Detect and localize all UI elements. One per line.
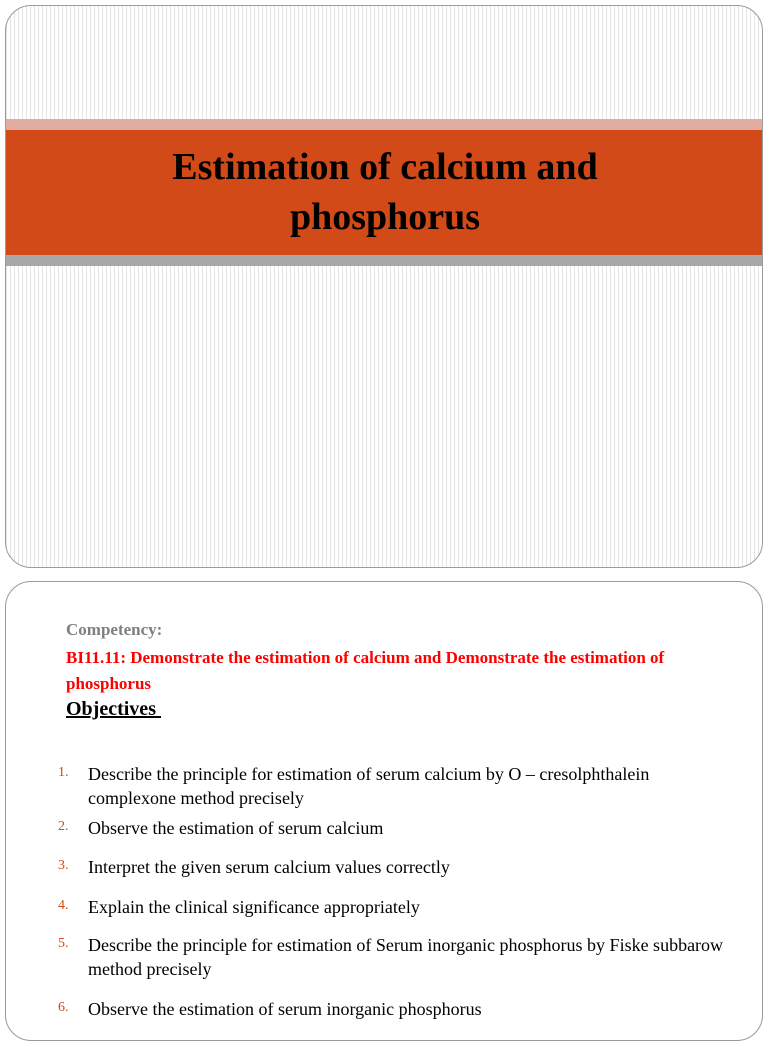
list-number: 1. <box>58 765 69 780</box>
competency-label: Competency: <box>66 620 163 639</box>
list-number: 6. <box>58 1000 69 1015</box>
title-band-top-stripe <box>6 119 762 130</box>
slide-title: Estimation of calcium and phosphorus <box>172 146 598 238</box>
list-text: Explain the clinical significance appropriately <box>88 897 420 917</box>
objectives-heading: Objectives <box>66 698 161 720</box>
title-slide <box>5 5 763 568</box>
list-text: Describe the principle for estimation of Serum inorganic phosphorus by Fiske subbarow method precisely <box>88 935 724 979</box>
objectives-list <box>6 582 762 1040</box>
title-band-bottom-stripe <box>6 255 762 266</box>
list-text: Describe the principle for estimation of serum calcium by O – cresolphthalein complexone method precisely <box>88 764 650 808</box>
objectives-slide <box>5 581 763 1041</box>
list-number: 5. <box>58 936 69 951</box>
list-number: 3. <box>58 858 69 873</box>
list-text: Observe the estimation of serum calcium <box>88 818 384 838</box>
competency-text: BI11.11: Demonstrate the estimation of calcium and Demonstrate the estimation of phosphorus <box>66 648 665 693</box>
list-text: Interpret the given serum calcium values correctly <box>88 857 450 877</box>
list-number: 2. <box>58 819 69 834</box>
list-number: 4. <box>58 898 69 913</box>
list-text: Observe the estimation of serum inorganic phosphorus <box>88 999 482 1019</box>
